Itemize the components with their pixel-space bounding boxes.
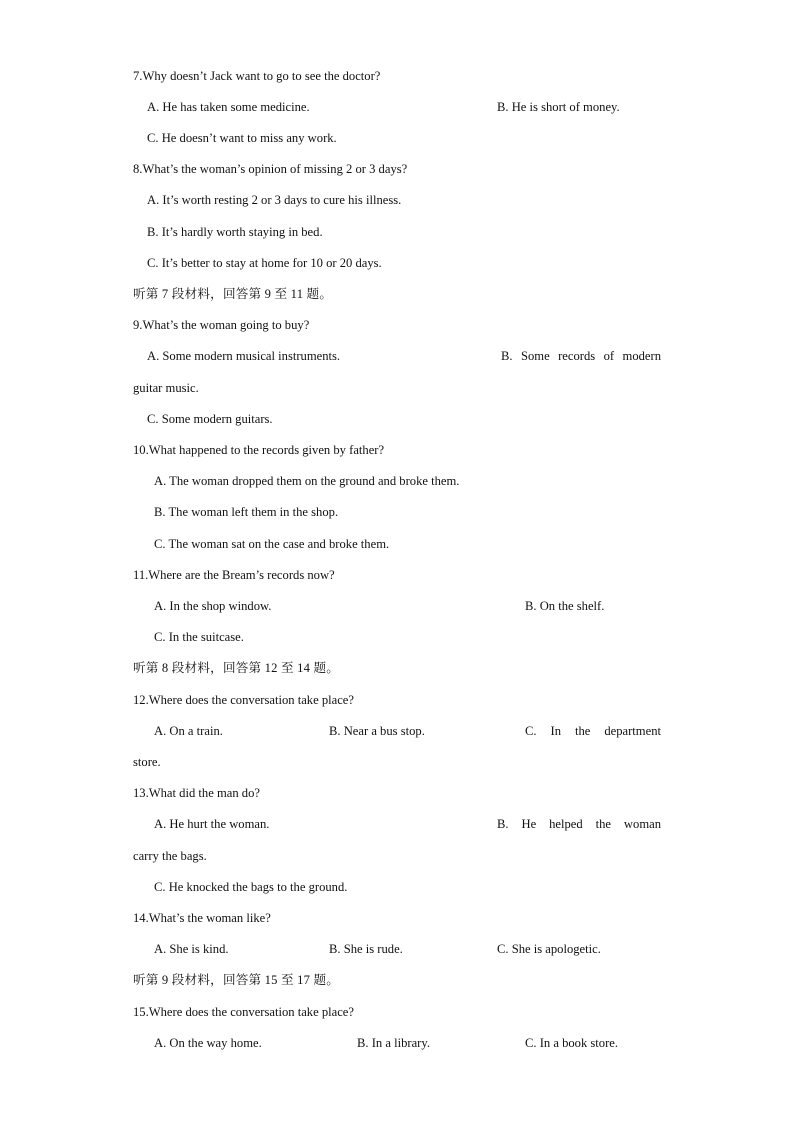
q14-option-c: C. She is apologetic. <box>497 942 601 956</box>
q12-option-c: C. In the department <box>525 724 661 738</box>
q7-option-b: B. He is short of money. <box>497 100 620 114</box>
q9-option-a: A. Some modern musical instruments. <box>147 349 341 363</box>
q10-option-c: C. The woman sat on the case and broke them. <box>154 537 390 551</box>
question-9-stem: 9.What’s the woman going to buy? <box>133 318 310 332</box>
section-9-instruction: 听第 9 段材料，回答第 15 至 17 题。 <box>133 973 340 987</box>
question-11-stem: 11.Where are the Bream’s records now? <box>133 568 335 582</box>
q15-option-b: B. In a library. <box>357 1036 430 1050</box>
q13-option-b-continued: carry the bags. <box>133 849 207 863</box>
q10-option-a: A. The woman dropped them on the ground and broke them. <box>154 474 460 488</box>
q15-option-c: C. In a book store. <box>525 1036 619 1050</box>
q11-option-a: A. In the shop window. <box>154 599 272 613</box>
q12-option-c-continued: store. <box>133 755 161 769</box>
section-8-instruction: 听第 8 段材料，回答第 12 至 14 题。 <box>133 661 340 675</box>
q9-option-b-continued: guitar music. <box>133 381 199 395</box>
q13-option-b: B. He helped the woman <box>497 817 661 831</box>
question-12-stem: 12.Where does the conversation take place? <box>133 693 354 707</box>
question-7-stem: 7.Why doesn’t Jack want to go to see the doctor? <box>133 69 381 83</box>
q15-option-a: A. On the way home. <box>154 1036 262 1050</box>
q9-option-c: C. Some modern guitars. <box>147 412 273 426</box>
q11-option-c: C. In the suitcase. <box>154 630 244 644</box>
q12-option-b: B. Near a bus stop. <box>329 724 425 738</box>
question-14-stem: 14.What’s the woman like? <box>133 911 271 925</box>
q7-option-a: A. He has taken some medicine. <box>147 100 310 114</box>
question-13-stem: 13.What did the man do? <box>133 786 260 800</box>
q14-option-a: A. She is kind. <box>154 942 229 956</box>
q8-option-c: C. It’s better to stay at home for 10 or 20 days. <box>147 256 382 270</box>
q8-option-a: A. It’s worth resting 2 or 3 days to cure his illness. <box>147 193 402 207</box>
section-7-instruction: 听第 7 段材料，回答第 9 至 11 题。 <box>133 287 333 301</box>
question-8-stem: 8.What’s the woman’s opinion of missing 2 or 3 days? <box>133 162 408 176</box>
q13-option-c: C. He knocked the bags to the ground. <box>154 880 348 894</box>
q10-option-b: B. The woman left them in the shop. <box>154 505 339 519</box>
q11-option-b: B. On the shelf. <box>525 599 605 613</box>
q8-option-b: B. It’s hardly worth staying in bed. <box>147 225 323 239</box>
question-15-stem: 15.Where does the conversation take place? <box>133 1005 354 1019</box>
q14-option-b: B. She is rude. <box>329 942 403 956</box>
q13-option-a: A. He hurt the woman. <box>154 817 270 831</box>
q7-option-c: C. He doesn’t want to miss any work. <box>147 131 337 145</box>
q9-option-b: B. Some records of modern <box>501 349 661 363</box>
q12-option-a: A. On a train. <box>154 724 223 738</box>
question-10-stem: 10.What happened to the records given by father? <box>133 443 385 457</box>
